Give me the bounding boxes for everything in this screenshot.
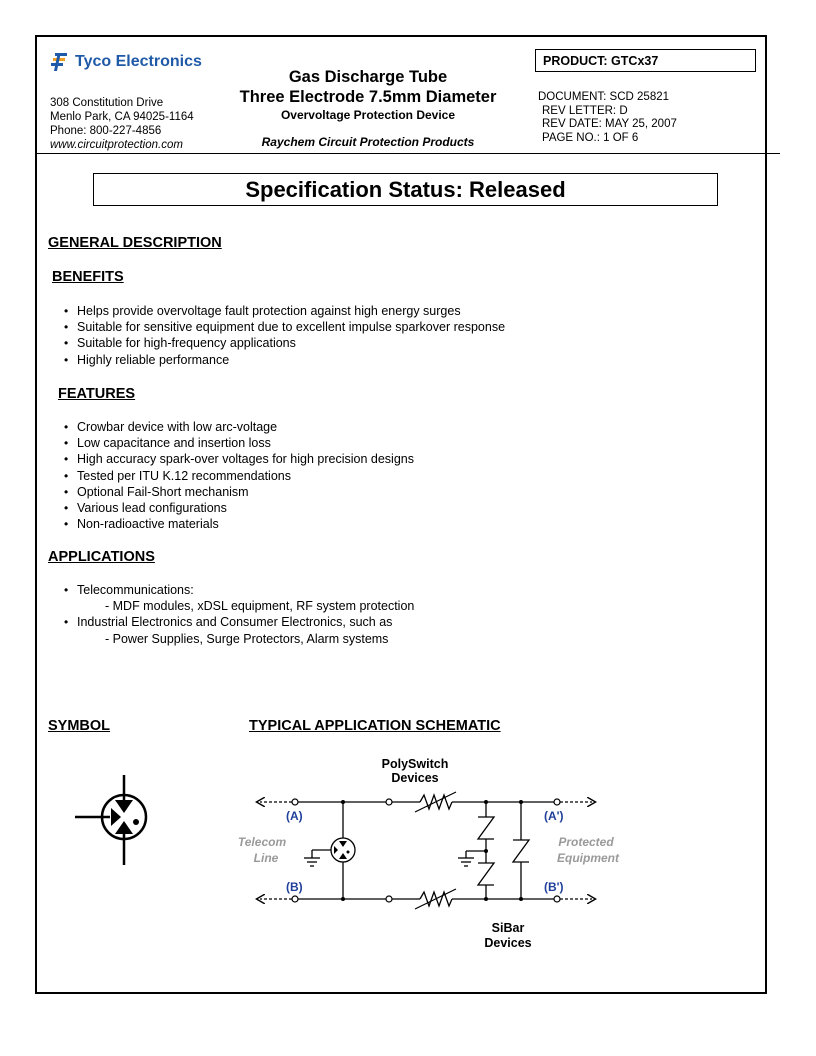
title-line: Gas Discharge Tube bbox=[288, 68, 448, 86]
benefits-list bbox=[64, 303, 505, 368]
header-divider bbox=[35, 153, 780, 154]
applications-heading: APPLICATIONS bbox=[48, 549, 155, 565]
application-item: • Telecommunications: bbox=[77, 583, 194, 597]
status-banner: Specification Status: Released bbox=[93, 173, 718, 206]
protected-label: Equipment bbox=[557, 851, 619, 865]
company-address bbox=[50, 96, 194, 152]
list-item: • Various lead configurations bbox=[64, 500, 414, 516]
address-line: Phone: 800-227-4856 bbox=[50, 125, 162, 137]
sibar-label: Devices bbox=[484, 936, 532, 950]
list-item: • Non-radioactive materials bbox=[64, 516, 414, 532]
logo-text: Tyco Electronics bbox=[75, 53, 202, 70]
page-number: PAGE NO.: 1 OF 6 bbox=[542, 131, 639, 144]
applications-list bbox=[64, 582, 414, 647]
application-item: • Industrial Electronics and Consumer Electronics, such as bbox=[77, 615, 393, 630]
features-heading: FEATURES bbox=[58, 386, 136, 402]
polyswitch-label: Devices bbox=[391, 771, 439, 785]
brand-line: Raychem Circuit Protection Products bbox=[261, 135, 475, 149]
symbol-heading: SYMBOL bbox=[48, 718, 111, 734]
sibar-label: SiBar bbox=[491, 921, 525, 935]
general-description-heading: GENERAL DESCRIPTION bbox=[48, 235, 222, 251]
document-title bbox=[218, 68, 518, 149]
list-item: • High accuracy spark-over voltages for high precision designs bbox=[64, 451, 414, 467]
telecom-label: Line bbox=[253, 851, 279, 865]
schematic-heading: TYPICAL APPLICATION SCHEMATIC bbox=[249, 718, 501, 734]
features-list bbox=[64, 419, 414, 532]
address-line: Menlo Park, CA 94025-1164 bbox=[50, 111, 194, 123]
node-b-label: (B) bbox=[286, 880, 303, 894]
rev-letter: REV LETTER: D bbox=[542, 104, 628, 117]
title-line: Three Electrode 7.5mm Diameter bbox=[239, 88, 497, 106]
benefits-heading: BENEFITS bbox=[52, 269, 124, 285]
protected-label: Protected bbox=[558, 835, 614, 849]
list-item: • Highly reliable performance bbox=[64, 352, 505, 368]
list-item: • Low capacitance and insertion loss bbox=[64, 435, 414, 451]
company-logo bbox=[51, 52, 202, 72]
address-line: 308 Constitution Drive bbox=[50, 97, 164, 109]
application-schematic bbox=[230, 745, 630, 960]
list-item: • Suitable for sensitive equipment due to excellent impulse sparkover response bbox=[64, 319, 505, 335]
list-item: • Helps provide overvoltage fault protection against high energy surges bbox=[64, 303, 505, 319]
list-item: • Crowbar device with low arc-voltage bbox=[64, 419, 414, 435]
node-a-prime-label: (A') bbox=[544, 809, 564, 823]
list-item: • Optional Fail-Short mechanism bbox=[64, 484, 414, 500]
title-subline: Overvoltage Protection Device bbox=[280, 108, 456, 122]
doc-number: DOCUMENT: SCD 25821 bbox=[538, 91, 670, 103]
tyco-logo-icon bbox=[51, 52, 71, 72]
rev-date: REV DATE: MAY 25, 2007 bbox=[542, 118, 677, 130]
list-item: • Suitable for high-frequency applications bbox=[64, 335, 505, 351]
product-box: PRODUCT: GTCx37 bbox=[535, 49, 756, 72]
node-b-prime-label: (B') bbox=[544, 880, 564, 894]
document-info bbox=[538, 91, 677, 145]
application-subitem: - Power Supplies, Surge Protectors, Alarm systems bbox=[105, 631, 389, 646]
gas-discharge-tube-symbol-icon bbox=[75, 775, 155, 865]
list-item bbox=[64, 614, 414, 646]
list-item bbox=[64, 582, 414, 614]
polyswitch-label: PolySwitch bbox=[381, 757, 449, 771]
node-a-label: (A) bbox=[286, 809, 303, 823]
list-item: • Tested per ITU K.12 recommendations bbox=[64, 468, 414, 484]
telecom-label: Telecom bbox=[237, 835, 287, 849]
application-subitem: - MDF modules, xDSL equipment, RF system protection bbox=[105, 599, 415, 614]
website-link[interactable]: www.circuitprotection.com bbox=[50, 139, 183, 151]
